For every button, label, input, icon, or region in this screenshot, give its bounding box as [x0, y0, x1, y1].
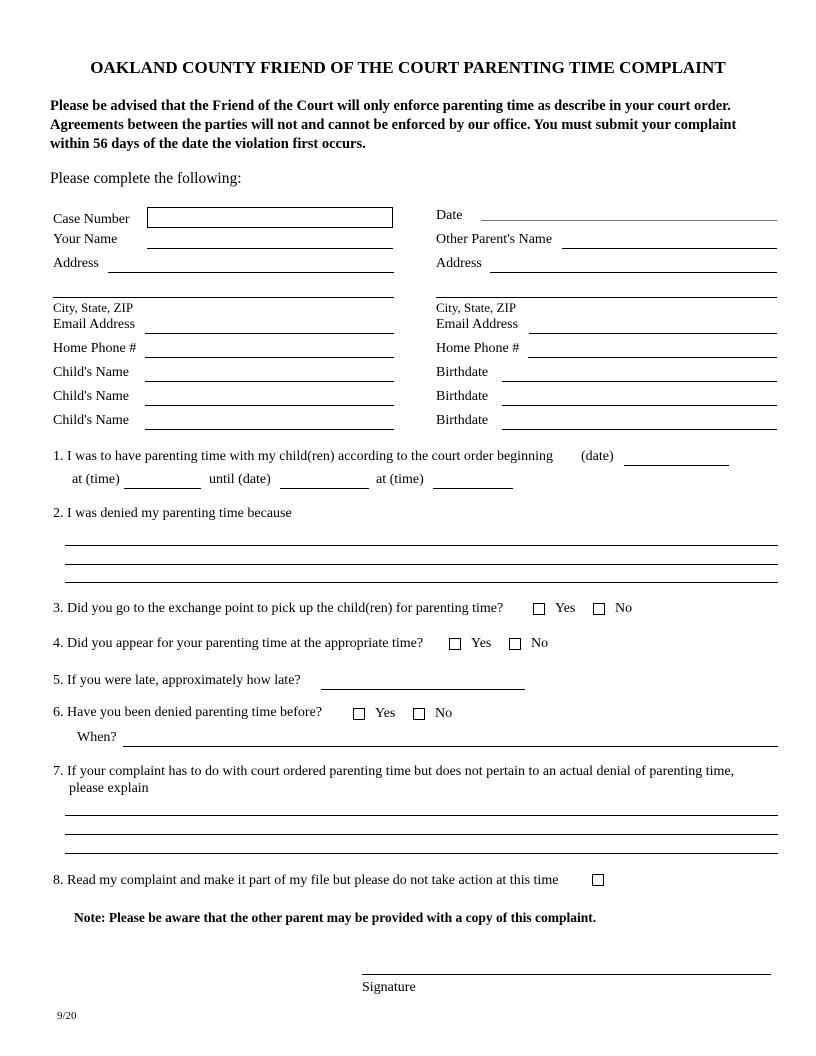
q1-at-time-label-1: at (time): [72, 472, 120, 487]
q1-until-date-field[interactable]: [280, 488, 369, 489]
q8-text: 8. Read my complaint and make it part of my file but please do not take action at this time: [53, 873, 559, 888]
q6-when-label: When?: [77, 730, 117, 745]
q6-yes-label: Yes: [375, 706, 396, 721]
q1-until-date-label: until (date): [209, 472, 271, 487]
q7-answer-line-3[interactable]: [65, 853, 778, 854]
email-field[interactable]: [145, 333, 394, 334]
birthdate-field-2[interactable]: [502, 405, 777, 406]
other-address-label: Address: [436, 256, 482, 271]
note-text: Note: Please be aware that the other parent may be provided with a copy of this complaint.: [74, 910, 597, 925]
address-line-2-field[interactable]: [53, 297, 394, 298]
q1-date-label: (date): [581, 449, 614, 464]
q4-text: 4. Did you appear for your parenting time at the appropriate time?: [53, 636, 424, 651]
q2-answer-line-2[interactable]: [65, 564, 778, 565]
birthdate-field-3[interactable]: [502, 429, 777, 430]
q6-no-label: No: [435, 706, 453, 721]
other-home-phone-label: Home Phone #: [436, 341, 520, 356]
other-parent-field[interactable]: [562, 248, 777, 249]
your-name-field[interactable]: [147, 248, 393, 249]
q1-text: 1. I was to have parenting time with my child(ren) according to the court order beginning: [53, 449, 553, 464]
q5-text: 5. If you were late, approximately how late?: [53, 673, 301, 688]
q1-begin-date-field[interactable]: [624, 465, 729, 466]
form-title: OAKLAND COUNTY FRIEND OF THE COURT PARENTING TIME COMPLAINT: [90, 58, 726, 77]
other-parent-label: Other Parent's Name: [436, 232, 553, 247]
date-field[interactable]: [481, 220, 777, 221]
q7-answer-line-2[interactable]: [65, 834, 778, 835]
city-state-zip-label: City, State, ZIP: [53, 300, 134, 315]
address-field[interactable]: [108, 272, 394, 273]
q1-begin-time-field[interactable]: [124, 488, 201, 489]
birthdate-label-1: Birthdate: [436, 365, 489, 380]
child-name-field-2[interactable]: [145, 405, 394, 406]
address-label: Address: [53, 256, 99, 271]
q2-answer-line-1[interactable]: [65, 545, 778, 546]
q3-text: 3. Did you go to the exchange point to pick up the child(ren) for parenting time?: [53, 601, 504, 616]
q4-yes-checkbox[interactable]: [449, 638, 461, 650]
q8-checkbox[interactable]: [592, 874, 604, 886]
birthdate-label-2: Birthdate: [436, 389, 489, 404]
other-city-state-zip-label: City, State, ZIP: [436, 300, 517, 315]
q1-at-time-label-2: at (time): [376, 472, 424, 487]
q4-no-checkbox[interactable]: [509, 638, 521, 650]
other-address-line-2-field[interactable]: [436, 297, 777, 298]
child-name-field-1[interactable]: [145, 381, 394, 382]
q7-text: 7. If your complaint has to do with court ordered parenting time but does not pertain to an actual denial of parenting time,: [53, 764, 735, 779]
q5-answer-field[interactable]: [321, 689, 525, 690]
q3-yes-checkbox[interactable]: [533, 603, 545, 615]
q2-answer-line-3[interactable]: [65, 582, 778, 583]
child-name-label-3: Child's Name: [53, 413, 130, 428]
child-name-label-1: Child's Name: [53, 365, 130, 380]
q4-no-label: No: [531, 636, 549, 651]
instructions: Please complete the following:: [50, 170, 242, 187]
q3-no-checkbox[interactable]: [593, 603, 605, 615]
q6-when-field[interactable]: [123, 746, 778, 747]
case-number-field[interactable]: [147, 207, 393, 228]
form-revision-code: 9/20: [57, 1010, 77, 1022]
q6-yes-checkbox[interactable]: [353, 708, 365, 720]
signature-field[interactable]: [362, 974, 771, 975]
q3-no-label: No: [615, 601, 633, 616]
q3-yes-label: Yes: [555, 601, 576, 616]
child-name-field-3[interactable]: [145, 429, 394, 430]
child-name-label-2: Child's Name: [53, 389, 130, 404]
q1-end-time-field[interactable]: [433, 488, 513, 489]
your-name-label: Your Name: [53, 232, 118, 247]
q7-text-2: please explain: [69, 781, 149, 796]
other-address-field[interactable]: [490, 272, 777, 273]
q4-yes-label: Yes: [471, 636, 492, 651]
notice-text: Please be advised that the Friend of the Court will only enforce parenting time as describe in your court order. Agreements between the parties will not and cannot be enforced by our office. You must submit your complaint within 56 days of the date the violation first occurs.: [50, 98, 737, 152]
other-email-label: Email Address: [436, 317, 519, 332]
q6-text: 6. Have you been denied parenting time before?: [53, 705, 323, 720]
birthdate-label-3: Birthdate: [436, 413, 489, 428]
q6-no-checkbox[interactable]: [413, 708, 425, 720]
birthdate-field-1[interactable]: [502, 381, 777, 382]
email-label: Email Address: [53, 317, 136, 332]
signature-label: Signature: [362, 980, 416, 995]
home-phone-field[interactable]: [145, 357, 394, 358]
date-label: Date: [436, 208, 463, 223]
other-email-field[interactable]: [529, 333, 777, 334]
case-number-label: Case Number: [53, 212, 130, 227]
q7-answer-line-1[interactable]: [65, 815, 778, 816]
q2-text: 2. I was denied my parenting time because: [53, 506, 292, 521]
other-home-phone-field[interactable]: [528, 357, 777, 358]
home-phone-label: Home Phone #: [53, 341, 137, 356]
